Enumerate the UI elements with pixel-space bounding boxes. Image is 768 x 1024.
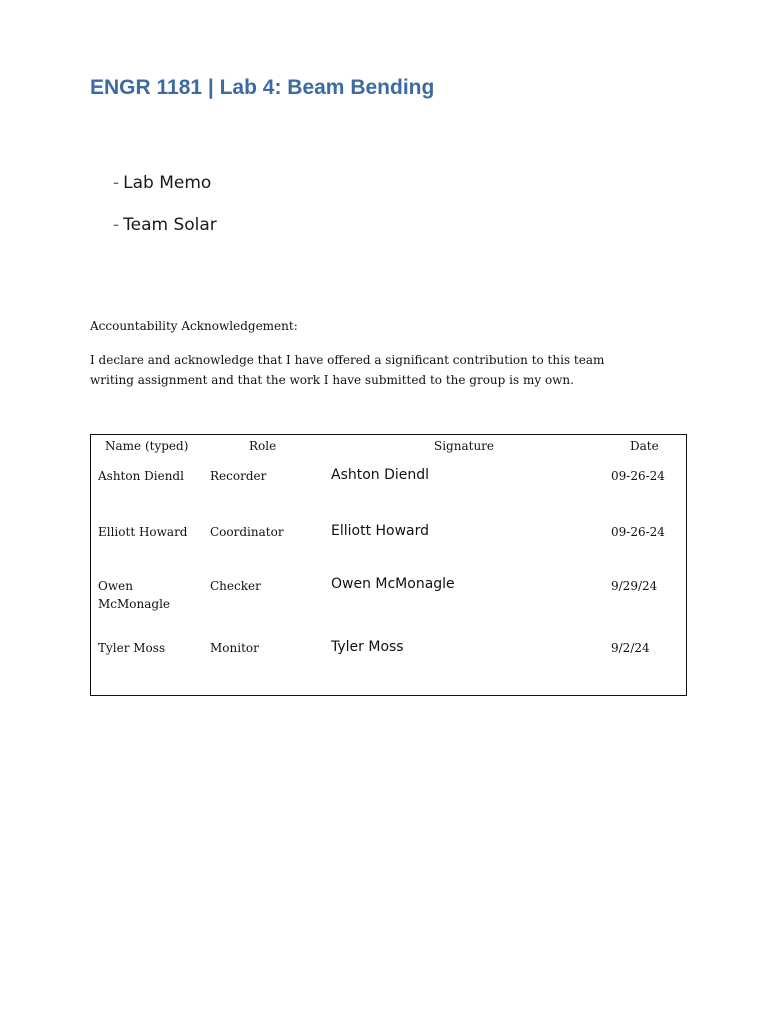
row-date: 9/29/24 <box>611 579 658 593</box>
row-role: Coordinator <box>210 525 284 539</box>
row-name: Owen McMonagle <box>98 579 171 611</box>
row-role: Monitor <box>210 641 259 655</box>
document-title: ENGR 1181 | Lab 4: Beam Bending <box>90 76 435 99</box>
bullet-dash: - <box>113 173 120 193</box>
row-signature: Elliott Howard <box>331 523 430 539</box>
signature-table <box>90 434 687 696</box>
bullet-lab-memo <box>113 173 211 193</box>
row-role: Recorder <box>210 469 267 483</box>
bullet-dash: - <box>113 215 120 235</box>
bullet-text: Team Solar <box>123 215 217 235</box>
row-name: Tyler Moss <box>98 641 166 655</box>
acknowledgement-statement: I declare and acknowledge that I have offered a significant contribution to this team writing assignment and that the work I have submitted to the group is my own. <box>90 353 605 387</box>
row-name: Elliott Howard <box>98 525 188 539</box>
header-signature: Signature <box>434 439 495 453</box>
bullet-text: Lab Memo <box>123 173 212 193</box>
row-signature: Tyler Moss <box>331 639 404 655</box>
row-date: 9/2/24 <box>611 641 650 655</box>
header-date: Date <box>630 439 659 453</box>
row-date: 09-26-24 <box>611 525 665 539</box>
row-role: Checker <box>210 579 261 593</box>
row-date: 09-26-24 <box>611 469 665 483</box>
acknowledgement-heading: Accountability Acknowledgement: <box>90 319 298 333</box>
row-signature: Owen McMonagle <box>331 576 455 592</box>
header-role: Role <box>249 439 277 453</box>
row-name: Ashton Diendl <box>98 469 184 483</box>
bullet-team-solar <box>113 215 217 235</box>
header-name: Name (typed) <box>105 439 189 453</box>
row-signature: Ashton Diendl <box>331 467 430 483</box>
